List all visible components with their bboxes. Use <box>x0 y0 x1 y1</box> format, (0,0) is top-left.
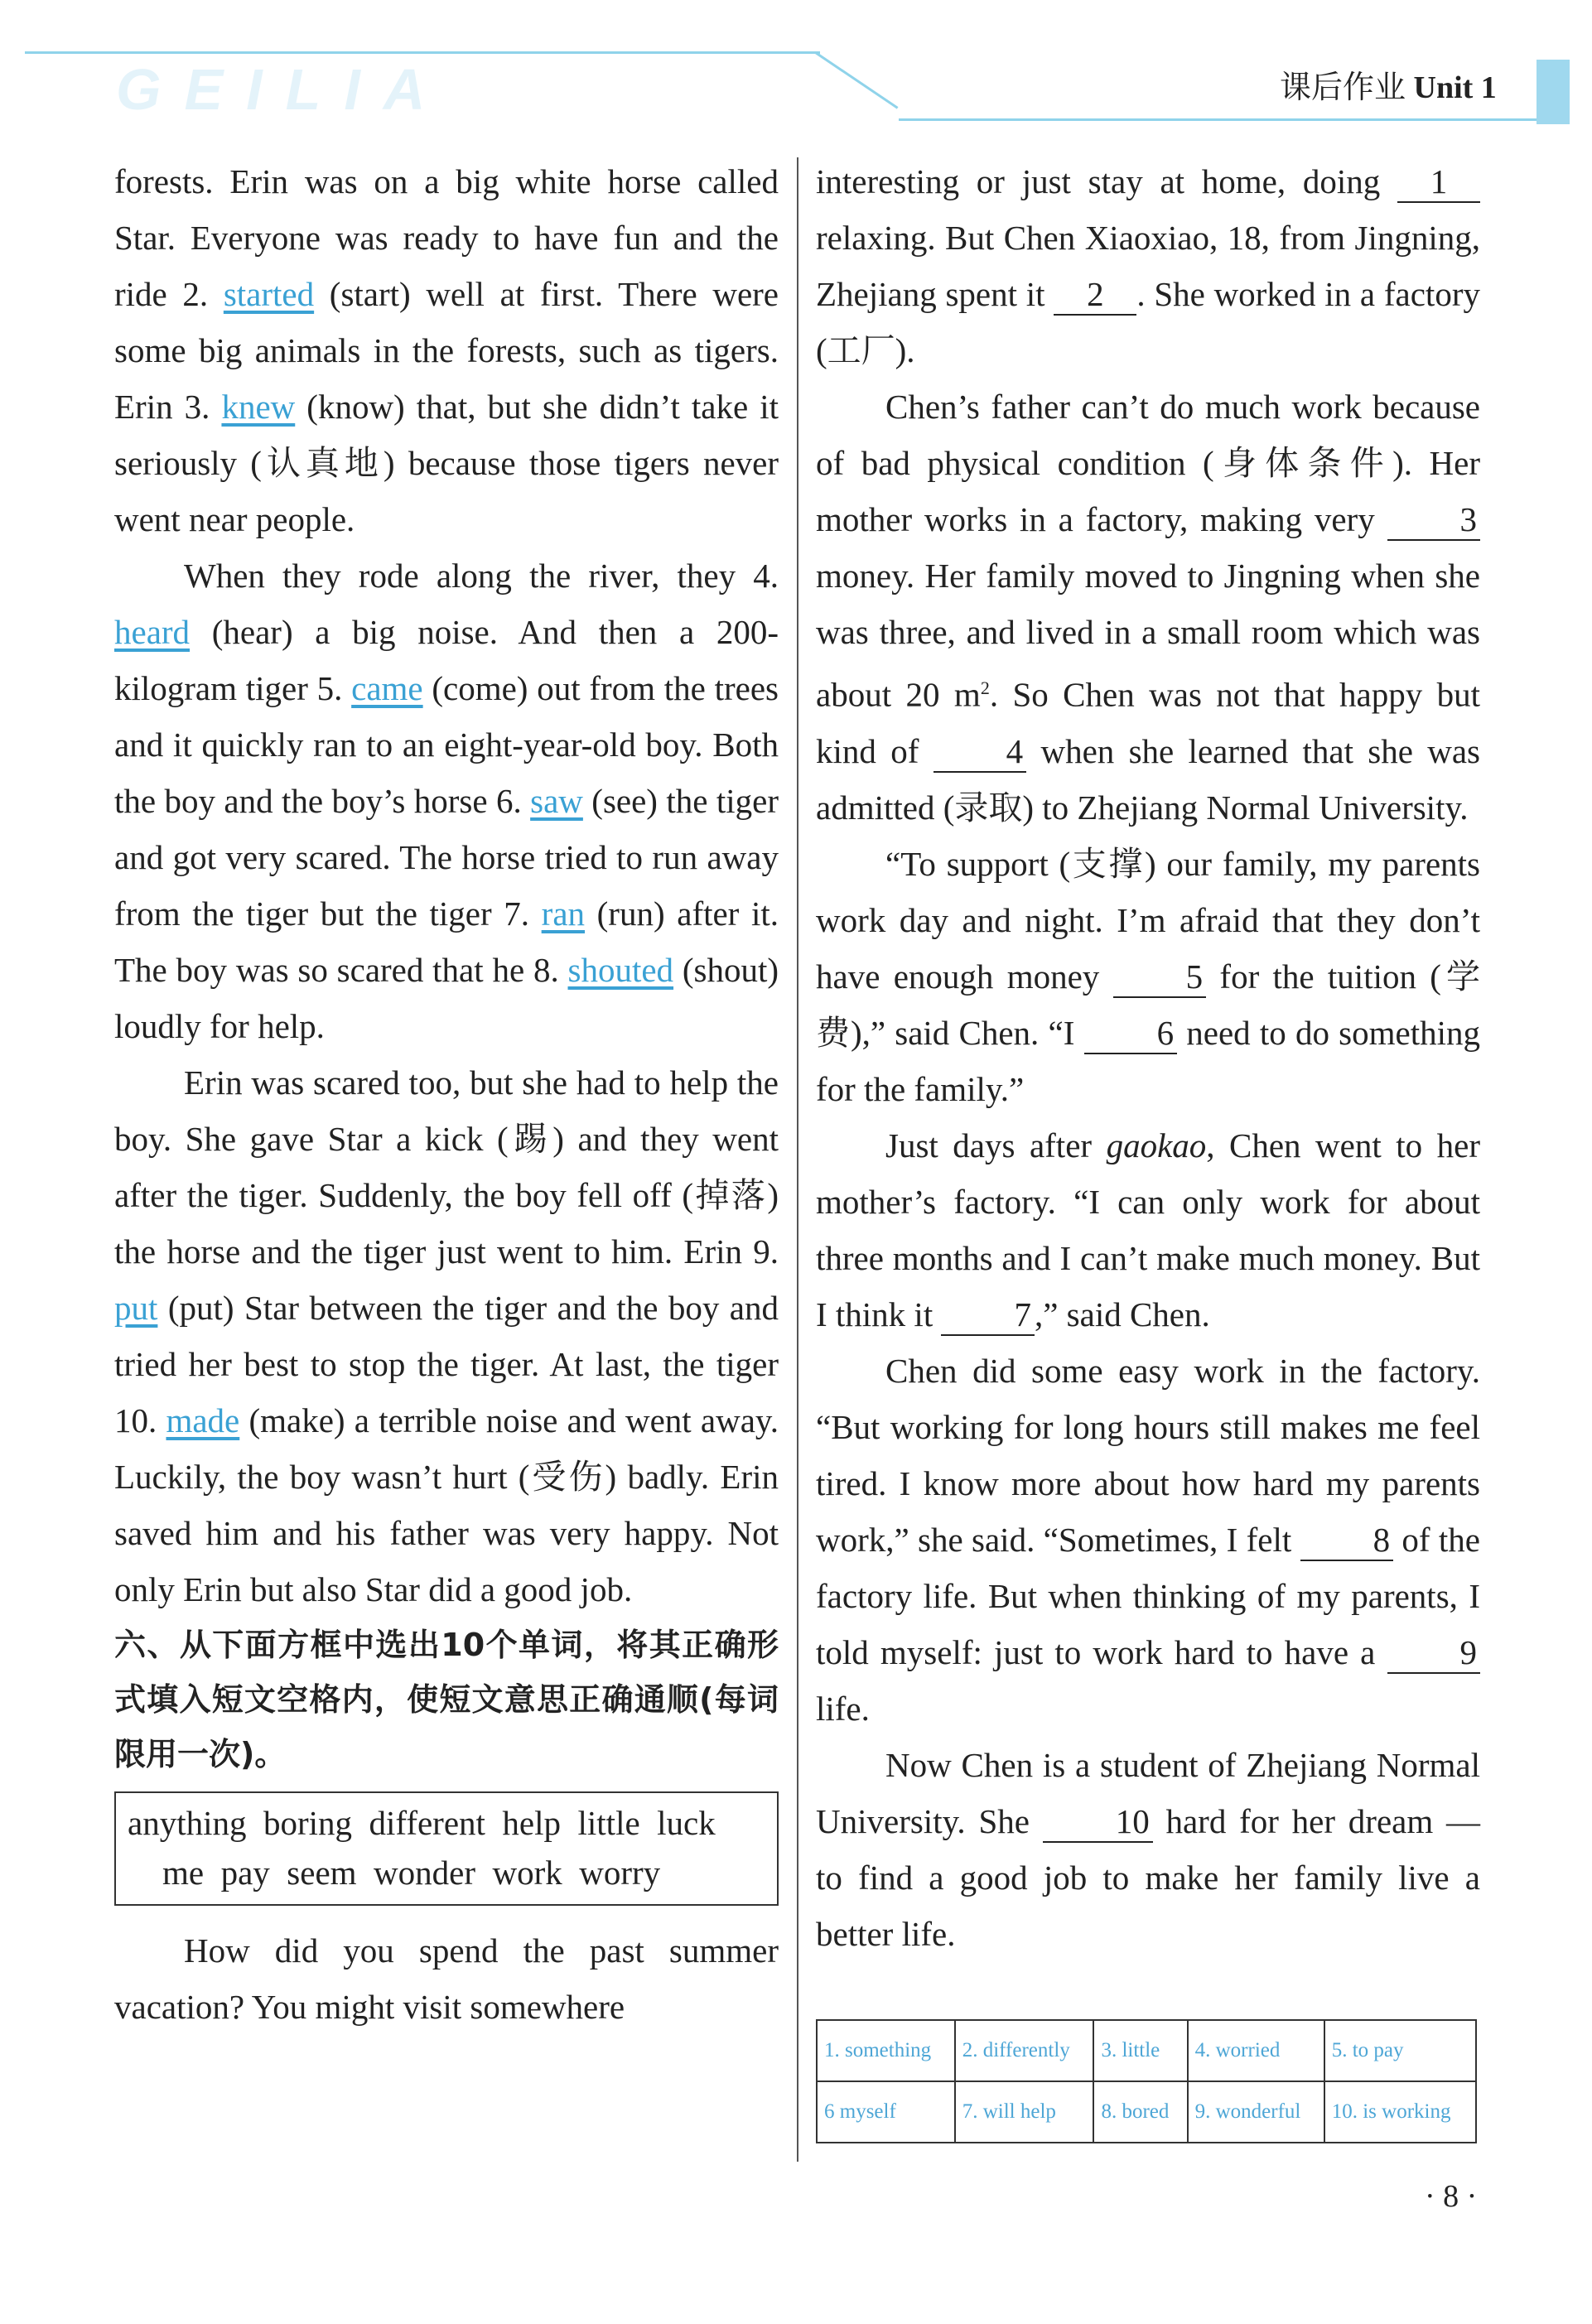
answer-10: made <box>166 1401 240 1439</box>
text: for the tuition (学费),” said Chen. “I <box>816 957 1480 1052</box>
text: (start) well at first. There were some big animals in the forests, such as tigers. Erin 3. <box>114 275 779 426</box>
text: (come) out from the trees and it quickly ran to an eight-year-old boy. Both the boy and the boy’s horse 6. <box>114 669 779 820</box>
answer-key-row <box>817 2020 1476 2081</box>
answer-key-cell: 5. to pay <box>1324 2020 1476 2081</box>
text: money. Her family moved to Jingning when she was three, and lived in a small room which was about 20 m <box>816 557 1480 714</box>
blank-2: 2 <box>1054 274 1136 316</box>
answer-key-cell: 3. little <box>1093 2020 1187 2081</box>
text: . So Chen was not that happy but kind of <box>816 675 1480 770</box>
answer-key-table <box>816 2019 1477 2143</box>
blank-5: 5 <box>1113 957 1207 998</box>
header-logo-watermark: GEILIA <box>116 57 449 122</box>
text: (hear) a big noise. And then a 200-kilogram tiger 5. <box>114 613 779 707</box>
right-paragraph-3 <box>816 836 1480 1117</box>
header-tab <box>1537 60 1570 124</box>
left-paragraph-4: How did you spend the past summer vacation? You might visit somewhere <box>114 1931 779 2026</box>
blank-1: 1 <box>1397 162 1480 203</box>
blank-7: 7 <box>941 1295 1035 1336</box>
task-instruction: 六、从下面方框中选出10个单词，将其正确形式填入短文空格内，使短文意思正确通顺(每词限用一次)。 <box>114 1627 779 1772</box>
answer-8: shouted <box>567 951 674 989</box>
blank-3: 3 <box>1387 499 1481 541</box>
text: relaxing. But Chen Xiaoxiao, 18, from Jingning, Zhejiang spent it <box>816 219 1480 313</box>
text: (run) after it. The boy was so scared that he 8. <box>114 894 779 989</box>
blank-8: 8 <box>1300 1520 1394 1561</box>
header-line <box>25 51 820 54</box>
right-paragraph-4 <box>816 1117 1480 1343</box>
text: forests. Erin was on a big white horse called Star. Everyone was ready to have fun and the ride 2. <box>114 162 779 313</box>
right-paragraph-1 <box>816 153 1480 378</box>
header-title-cn: 课后作业 <box>1280 70 1406 105</box>
answer-key-cell: 4. worried <box>1188 2020 1324 2081</box>
text: (see) the tiger and got very scared. The horse tried to run away from the tiger but the tiger 7. <box>114 782 779 933</box>
superscript: 2 <box>980 677 990 698</box>
header-unit: Unit 1 <box>1413 70 1497 105</box>
right-paragraph-6 <box>816 1737 1480 1962</box>
word-box-line-2: me pay seem wonder work worry <box>162 1854 661 1892</box>
blank-6: 6 <box>1084 1013 1178 1054</box>
text: Just days after <box>885 1126 1107 1164</box>
word-box <box>114 1791 779 1906</box>
answer-9: put <box>114 1289 158 1327</box>
answer-5: came <box>351 669 423 707</box>
answer-key-row <box>817 2081 1476 2143</box>
header-title <box>1280 61 1497 107</box>
right-paragraph-2 <box>816 378 1480 836</box>
text: need to do something for the family.” <box>816 1013 1480 1108</box>
text: interesting or just stay at home, doing <box>816 162 1397 200</box>
answer-3: knew <box>221 388 296 426</box>
answer-2: started <box>223 275 315 313</box>
text: Erin was scared too, but she had to help the boy. She gave Star a kick (踢) and they went after the tiger. Suddenly, the boy fell off (掉落) the horse and the tiger just went to him. Erin 9. <box>114 1063 779 1270</box>
answer-key-cell: 6 myself <box>817 2081 955 2143</box>
text: . She worked in a factory (工厂). <box>816 275 1480 369</box>
right-column <box>816 153 1480 1962</box>
text: when she learned that she was admitted (录取) to Zhejiang Normal University. <box>816 731 1481 827</box>
text: (shout) loudly for help. <box>114 951 779 1045</box>
answer-key-cell: 7. will help <box>955 2081 1094 2143</box>
text: Chen’s father can’t do much work because of bad physical condition (身体条件). Her mother works in a factory, making very <box>816 388 1480 538</box>
blank-9: 9 <box>1387 1632 1481 1674</box>
answer-7: ran <box>541 894 586 933</box>
answer-key-cell: 10. is working <box>1324 2081 1476 2143</box>
left-column <box>114 153 779 2035</box>
text: When they rode along the river, they 4. <box>184 557 779 595</box>
blank-4: 4 <box>933 731 1027 773</box>
page-number: · 8 · <box>1425 2179 1478 2214</box>
text: hard for her dream — to find a good job to make her family live a better life. <box>816 1801 1480 1953</box>
text: Chen did some easy work in the factory. “But working for long hours still makes me feel tired. I know more about how hard my parents work,” she said. “Sometimes, I felt <box>816 1351 1480 1559</box>
blank-10: 10 <box>1043 1801 1153 1843</box>
header-line-diagonal <box>814 51 898 109</box>
column-divider <box>797 157 798 2162</box>
text: of the factory life. But when thinking of my parents, I told myself: just to work hard to have a <box>816 1520 1480 1671</box>
answer-key-cell: 9. wonderful <box>1188 2081 1324 2143</box>
text: ,” said Chen. <box>1034 1295 1210 1333</box>
text: (make) a terrible noise and went away. Luckily, the boy wasn’t hurt (受伤) badly. Erin saved him and his father was very happy. Not only Erin but also Star did a good job. <box>114 1401 779 1608</box>
answer-4: heard <box>114 613 191 651</box>
text: (put) Star between the tiger and the boy and tried her best to stop the tiger. At last, the tiger 10. <box>114 1289 779 1439</box>
word-box-line-1: anything boring different help little luck <box>128 1804 716 1842</box>
right-paragraph-5 <box>816 1343 1480 1737</box>
text: life. <box>816 1689 870 1728</box>
left-paragraph-3 <box>114 1054 779 1618</box>
text: “To support (支撑) our family, my parents work day and night. I’m afraid that they don’t have enough money <box>816 844 1480 996</box>
gaokao-term: gaokao <box>1106 1126 1207 1164</box>
left-paragraph-1 <box>114 153 779 547</box>
text: (know) that, but she didn’t take it seriously (认真地) because those tigers never went near people. <box>114 388 779 538</box>
header-line-right <box>899 118 1545 121</box>
answer-key-cell: 8. bored <box>1093 2081 1187 2143</box>
text: Now Chen is a student of Zhejiang Normal University. She <box>816 1745 1480 1840</box>
left-paragraph-2 <box>114 547 779 1054</box>
answer-key-cell: 2. differently <box>955 2020 1094 2081</box>
answer-key-cell: 1. something <box>817 2020 955 2081</box>
text: , Chen went to her mother’s factory. “I can only work for about three months and I can’t make much money. But I think it <box>816 1126 1480 1333</box>
answer-6: saw <box>530 782 583 820</box>
